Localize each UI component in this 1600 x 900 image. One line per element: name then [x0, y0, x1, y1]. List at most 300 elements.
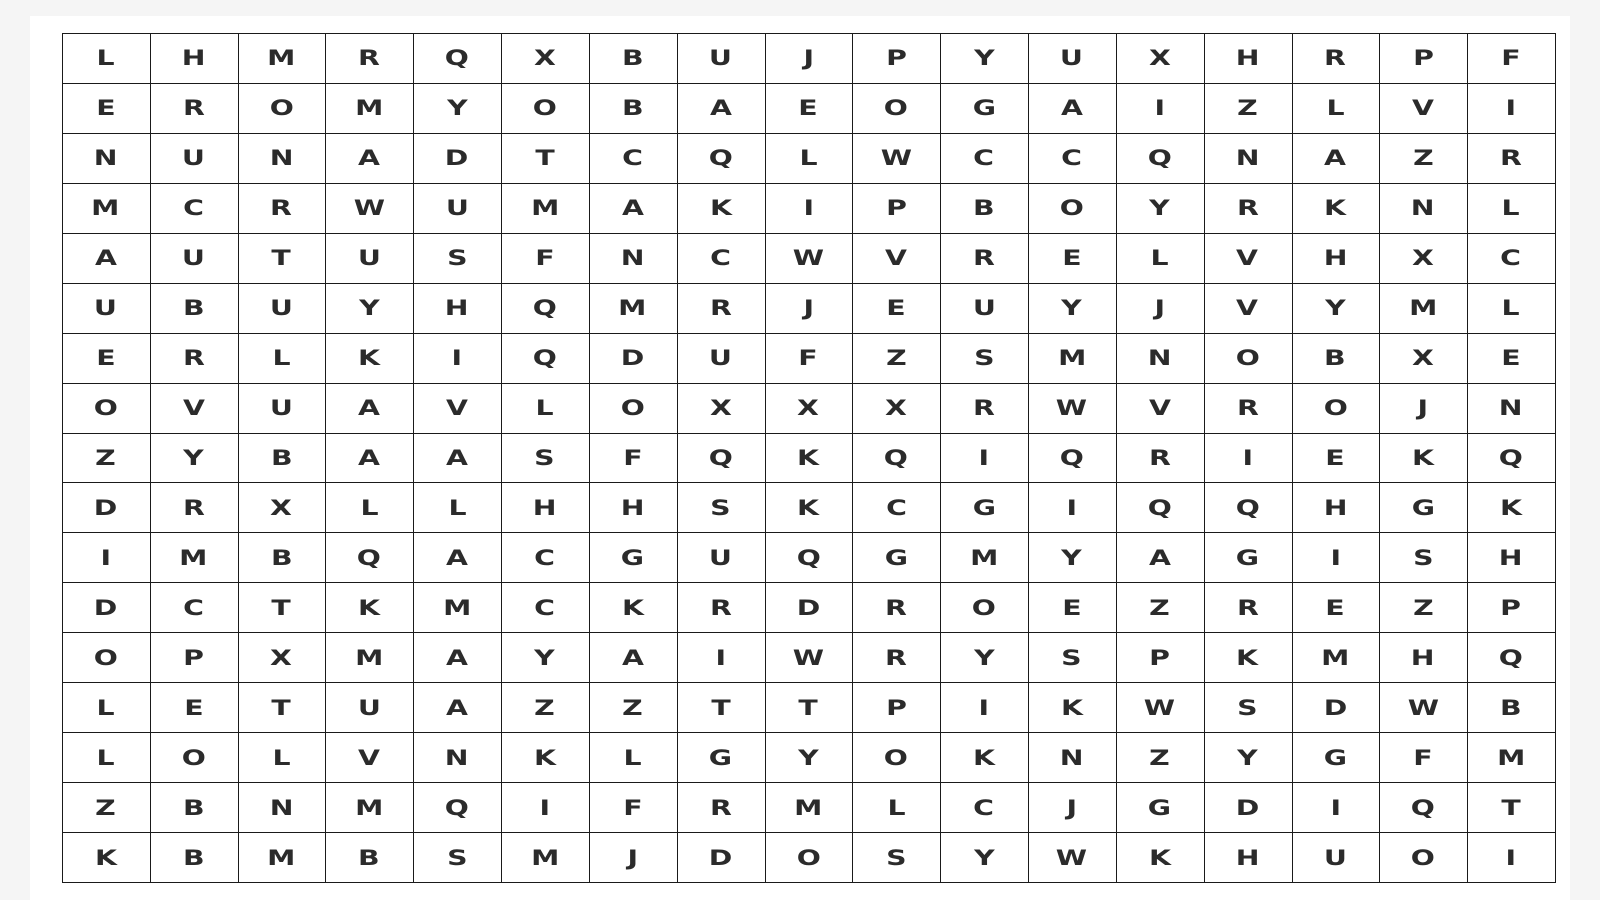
letter-cell[interactable]: [502, 783, 590, 833]
letter-cell[interactable]: [1029, 434, 1117, 484]
letter-cell[interactable]: [678, 483, 766, 533]
letter-cell[interactable]: [766, 184, 854, 234]
letter-cell[interactable]: [590, 733, 678, 783]
letter-cell[interactable]: [678, 84, 766, 134]
letter-cell[interactable]: [63, 184, 151, 234]
letter-cell[interactable]: [590, 483, 678, 533]
letter-cell[interactable]: [1468, 134, 1556, 184]
letter-cell[interactable]: [1117, 833, 1205, 883]
letter-cell[interactable]: [1380, 633, 1468, 683]
letter-cell[interactable]: [414, 34, 502, 84]
letter-cell[interactable]: [1468, 234, 1556, 284]
letter-cell[interactable]: [590, 34, 678, 84]
letter-cell[interactable]: [678, 833, 766, 883]
letter-cell[interactable]: [1117, 583, 1205, 633]
letter-cell[interactable]: [941, 384, 1029, 434]
letter-cell[interactable]: [1117, 483, 1205, 533]
letter-cell[interactable]: [326, 184, 414, 234]
letter-cell[interactable]: [502, 833, 590, 883]
letter-cell[interactable]: [326, 583, 414, 633]
letter-cell[interactable]: [151, 134, 239, 184]
letter-cell[interactable]: [1117, 533, 1205, 583]
letter-cell[interactable]: [1293, 434, 1381, 484]
letter-cell[interactable]: [63, 683, 151, 733]
letter-cell[interactable]: [1380, 583, 1468, 633]
letter-cell[interactable]: [151, 234, 239, 284]
letter-cell[interactable]: [678, 434, 766, 484]
letter-cell[interactable]: [326, 533, 414, 583]
letter-cell[interactable]: [151, 84, 239, 134]
letter-cell[interactable]: [1205, 533, 1293, 583]
letter-cell[interactable]: [502, 733, 590, 783]
letter-cell[interactable]: [590, 134, 678, 184]
letter-cell[interactable]: [1117, 783, 1205, 833]
letter-cell[interactable]: [63, 334, 151, 384]
letter: R: [1236, 396, 1260, 421]
letter-cell[interactable]: [853, 384, 941, 434]
letter-cell[interactable]: [239, 683, 327, 733]
letter-cell[interactable]: [63, 134, 151, 184]
letter-cell[interactable]: [1205, 34, 1293, 84]
letter-cell[interactable]: [326, 234, 414, 284]
letter-cell[interactable]: [326, 134, 414, 184]
letter-cell[interactable]: [414, 733, 502, 783]
letter-cell[interactable]: [239, 184, 327, 234]
letter: O: [269, 96, 295, 121]
letter-cell[interactable]: [151, 783, 239, 833]
letter-cell[interactable]: [766, 34, 854, 84]
letter-cell[interactable]: [590, 334, 678, 384]
letter-cell[interactable]: [1380, 34, 1468, 84]
letter-cell[interactable]: [1029, 783, 1117, 833]
letter-cell[interactable]: [941, 733, 1029, 783]
letter-cell[interactable]: [590, 234, 678, 284]
letter-cell[interactable]: [63, 633, 151, 683]
letter-cell[interactable]: [151, 334, 239, 384]
letter-cell[interactable]: [678, 134, 766, 184]
letter-cell[interactable]: [678, 783, 766, 833]
letter-cell[interactable]: [1117, 683, 1205, 733]
letter-cell[interactable]: [414, 483, 502, 533]
letter-cell[interactable]: [1029, 633, 1117, 683]
letter-cell[interactable]: [1468, 434, 1556, 484]
letter-cell[interactable]: [941, 434, 1029, 484]
letter-cell[interactable]: [1117, 633, 1205, 683]
letter-cell[interactable]: [1293, 583, 1381, 633]
letter-cell[interactable]: [590, 533, 678, 583]
letter-cell[interactable]: [941, 184, 1029, 234]
letter-cell[interactable]: [678, 583, 766, 633]
letter-cell[interactable]: [853, 583, 941, 633]
letter-cell[interactable]: [853, 733, 941, 783]
letter-cell[interactable]: [590, 84, 678, 134]
letter-cell[interactable]: [678, 633, 766, 683]
letter-cell[interactable]: [1293, 384, 1381, 434]
letter-cell[interactable]: [678, 284, 766, 334]
letter: Z: [95, 795, 118, 820]
letter-cell[interactable]: [1380, 184, 1468, 234]
letter: E: [96, 346, 117, 371]
letter-cell[interactable]: [941, 633, 1029, 683]
letter-cell[interactable]: [1468, 533, 1556, 583]
letter-cell[interactable]: [1205, 783, 1293, 833]
letter-cell[interactable]: [239, 533, 327, 583]
letter-cell[interactable]: [853, 234, 941, 284]
letter-cell[interactable]: [1029, 483, 1117, 533]
letter-cell[interactable]: [151, 434, 239, 484]
letter-cell[interactable]: [678, 533, 766, 583]
letter-cell[interactable]: [1205, 583, 1293, 633]
letter-cell[interactable]: [766, 384, 854, 434]
letter-cell[interactable]: [1293, 184, 1381, 234]
letter-cell[interactable]: [678, 384, 766, 434]
letter-cell[interactable]: [590, 683, 678, 733]
letter-cell[interactable]: [326, 434, 414, 484]
letter-cell[interactable]: [1293, 533, 1381, 583]
letter-cell[interactable]: [1029, 84, 1117, 134]
letter-cell[interactable]: [1117, 434, 1205, 484]
letter-cell[interactable]: [502, 583, 590, 633]
letter-cell[interactable]: [1380, 384, 1468, 434]
letter-cell[interactable]: [941, 84, 1029, 134]
letter-cell[interactable]: [239, 783, 327, 833]
letter-cell[interactable]: [766, 783, 854, 833]
letter-cell[interactable]: [1468, 583, 1556, 633]
letter-cell[interactable]: [1293, 134, 1381, 184]
letter-cell[interactable]: [239, 334, 327, 384]
letter-cell[interactable]: [853, 633, 941, 683]
letter-cell[interactable]: [1029, 184, 1117, 234]
letter-cell[interactable]: [1205, 384, 1293, 434]
letter-cell[interactable]: [766, 583, 854, 633]
letter-cell[interactable]: [63, 533, 151, 583]
letter-cell[interactable]: [766, 683, 854, 733]
letter-cell[interactable]: [1468, 783, 1556, 833]
letter-cell[interactable]: [502, 84, 590, 134]
letter-cell[interactable]: [326, 384, 414, 434]
letter-cell[interactable]: [326, 633, 414, 683]
letter-cell[interactable]: [1293, 483, 1381, 533]
letter-cell[interactable]: [1205, 134, 1293, 184]
letter-cell[interactable]: [414, 384, 502, 434]
letter-cell[interactable]: [1468, 833, 1556, 883]
letter: M: [179, 545, 210, 570]
letter-cell[interactable]: [414, 284, 502, 334]
letter-cell[interactable]: [151, 733, 239, 783]
letter-cell[interactable]: [1205, 683, 1293, 733]
letter-cell[interactable]: [853, 833, 941, 883]
letter-cell[interactable]: [941, 234, 1029, 284]
letter-cell[interactable]: [502, 633, 590, 683]
letter-cell[interactable]: [1029, 34, 1117, 84]
letter-cell[interactable]: [414, 583, 502, 633]
letter-cell[interactable]: [1468, 84, 1556, 134]
letter-cell[interactable]: [326, 833, 414, 883]
letter-cell[interactable]: [590, 434, 678, 484]
letter-cell[interactable]: [63, 783, 151, 833]
letter-cell[interactable]: [678, 234, 766, 284]
letter-cell[interactable]: [1293, 84, 1381, 134]
letter-cell[interactable]: [1380, 434, 1468, 484]
letter-cell[interactable]: [502, 234, 590, 284]
letter-cell[interactable]: [63, 583, 151, 633]
letter-cell[interactable]: [1293, 733, 1381, 783]
letter-cell[interactable]: [590, 833, 678, 883]
letter-cell[interactable]: [63, 833, 151, 883]
letter-cell[interactable]: [1117, 334, 1205, 384]
letter-cell[interactable]: [853, 284, 941, 334]
letter-cell[interactable]: [151, 633, 239, 683]
letter-cell[interactable]: [1117, 84, 1205, 134]
letter-cell[interactable]: [414, 833, 502, 883]
letter-cell[interactable]: [151, 384, 239, 434]
letter-cell[interactable]: [1029, 134, 1117, 184]
letter: B: [973, 196, 997, 221]
letter-cell[interactable]: [853, 134, 941, 184]
letter-cell[interactable]: [1468, 384, 1556, 434]
letter-cell[interactable]: [326, 84, 414, 134]
letter-cell[interactable]: [766, 84, 854, 134]
letter-cell[interactable]: [1380, 334, 1468, 384]
letter-cell[interactable]: [1205, 84, 1293, 134]
letter-cell[interactable]: [853, 533, 941, 583]
letter-cell[interactable]: [853, 783, 941, 833]
letter-cell[interactable]: [1293, 334, 1381, 384]
letter-cell[interactable]: [414, 533, 502, 583]
letter-cell[interactable]: [853, 434, 941, 484]
letter-cell[interactable]: [414, 234, 502, 284]
letter-cell[interactable]: [326, 483, 414, 533]
letter-cell[interactable]: [1029, 583, 1117, 633]
letter-cell[interactable]: [1468, 284, 1556, 334]
letter-cell[interactable]: [1205, 284, 1293, 334]
letter-cell[interactable]: [151, 583, 239, 633]
letter-cell[interactable]: [766, 434, 854, 484]
letter-cell[interactable]: [414, 783, 502, 833]
letter-cell[interactable]: [1117, 384, 1205, 434]
letter-cell[interactable]: [502, 483, 590, 533]
letter-cell[interactable]: [1029, 833, 1117, 883]
letter-cell[interactable]: [1468, 633, 1556, 683]
letter-cell[interactable]: [239, 134, 327, 184]
letter-cell[interactable]: [853, 84, 941, 134]
letter-cell[interactable]: [502, 284, 590, 334]
letter-cell[interactable]: [678, 34, 766, 84]
letter-cell[interactable]: [1293, 284, 1381, 334]
letter-cell[interactable]: [1029, 334, 1117, 384]
letter-cell[interactable]: [853, 184, 941, 234]
letter-cell[interactable]: [1205, 334, 1293, 384]
letter-cell[interactable]: [941, 833, 1029, 883]
letter: K: [1324, 196, 1348, 221]
letter-cell[interactable]: [678, 683, 766, 733]
letter-cell[interactable]: [63, 234, 151, 284]
letter-cell[interactable]: [1117, 234, 1205, 284]
letter-cell[interactable]: [1029, 683, 1117, 733]
letter-cell[interactable]: [1293, 783, 1381, 833]
letter-cell[interactable]: [326, 34, 414, 84]
letter-cell[interactable]: [766, 833, 854, 883]
letter: L: [535, 396, 556, 421]
letter-cell[interactable]: [502, 384, 590, 434]
letter-cell[interactable]: [1293, 683, 1381, 733]
letter-cell[interactable]: [1029, 284, 1117, 334]
letter-cell[interactable]: [766, 533, 854, 583]
letter-cell[interactable]: [414, 134, 502, 184]
letter-cell[interactable]: [766, 234, 854, 284]
letter-cell[interactable]: [239, 833, 327, 883]
letter-cell[interactable]: [151, 533, 239, 583]
letter-cell[interactable]: [1468, 34, 1556, 84]
letter-cell[interactable]: [502, 34, 590, 84]
letter-cell[interactable]: [502, 184, 590, 234]
letter-cell[interactable]: [239, 384, 327, 434]
letter-cell[interactable]: [1380, 234, 1468, 284]
letter-cell[interactable]: [1205, 234, 1293, 284]
letter-cell[interactable]: [590, 284, 678, 334]
letter-cell[interactable]: [63, 483, 151, 533]
letter-cell[interactable]: [1380, 533, 1468, 583]
letter-cell[interactable]: [63, 434, 151, 484]
letter-cell[interactable]: [502, 134, 590, 184]
letter-cell[interactable]: [239, 434, 327, 484]
letter-cell[interactable]: [1468, 683, 1556, 733]
letter-cell[interactable]: [590, 583, 678, 633]
letter-cell[interactable]: [502, 533, 590, 583]
letter-cell[interactable]: [151, 284, 239, 334]
letter-cell[interactable]: [239, 483, 327, 533]
letter-cell[interactable]: [151, 833, 239, 883]
letter-cell[interactable]: [239, 84, 327, 134]
letter-cell[interactable]: [1117, 733, 1205, 783]
letter-cell[interactable]: [63, 384, 151, 434]
letter-cell[interactable]: [590, 184, 678, 234]
letter-cell[interactable]: [678, 733, 766, 783]
letter-cell[interactable]: [1380, 833, 1468, 883]
letter-cell[interactable]: [326, 783, 414, 833]
letter-cell[interactable]: [941, 34, 1029, 84]
letter-cell[interactable]: [239, 583, 327, 633]
letter-cell[interactable]: [239, 284, 327, 334]
letter-cell[interactable]: [151, 683, 239, 733]
letter-cell[interactable]: [414, 683, 502, 733]
letter-cell[interactable]: [502, 434, 590, 484]
letter-cell[interactable]: [678, 184, 766, 234]
letter-cell[interactable]: [502, 334, 590, 384]
letter-cell[interactable]: [766, 733, 854, 783]
letter-cell[interactable]: [414, 434, 502, 484]
letter-cell[interactable]: [941, 284, 1029, 334]
letter-cell[interactable]: [766, 483, 854, 533]
letter-cell[interactable]: [1029, 384, 1117, 434]
letter-cell[interactable]: [1380, 284, 1468, 334]
letter-cell[interactable]: [1029, 533, 1117, 583]
letter-cell[interactable]: [1117, 184, 1205, 234]
letter-cell[interactable]: [1293, 34, 1381, 84]
letter-cell[interactable]: [1468, 334, 1556, 384]
letter-cell[interactable]: [63, 284, 151, 334]
letter-cell[interactable]: [502, 683, 590, 733]
letter-cell[interactable]: [590, 633, 678, 683]
letter-cell[interactable]: [853, 334, 941, 384]
letter: G: [1235, 545, 1261, 570]
letter-cell[interactable]: [326, 733, 414, 783]
letter-cell[interactable]: [239, 633, 327, 683]
letter-cell[interactable]: [853, 683, 941, 733]
letter: Z: [622, 695, 645, 720]
letter-cell[interactable]: [1468, 483, 1556, 533]
letter-cell[interactable]: [151, 483, 239, 533]
letter-cell[interactable]: [414, 84, 502, 134]
letter-cell[interactable]: [941, 583, 1029, 633]
letter-cell[interactable]: [326, 334, 414, 384]
letter-cell[interactable]: [941, 683, 1029, 733]
letter-cell[interactable]: [326, 683, 414, 733]
letter-cell[interactable]: [326, 284, 414, 334]
letter-cell[interactable]: [1468, 184, 1556, 234]
letter-cell[interactable]: [853, 34, 941, 84]
letter-cell[interactable]: [1380, 783, 1468, 833]
letter-cell[interactable]: [853, 483, 941, 533]
letter-cell[interactable]: [766, 633, 854, 683]
letter-cell[interactable]: [239, 234, 327, 284]
letter-cell[interactable]: [1380, 483, 1468, 533]
letter-cell[interactable]: [1205, 633, 1293, 683]
letter-cell[interactable]: [239, 34, 327, 84]
letter-cell[interactable]: [1380, 733, 1468, 783]
letter-cell[interactable]: [63, 34, 151, 84]
letter-cell[interactable]: [766, 284, 854, 334]
letter-cell[interactable]: [1029, 733, 1117, 783]
letter-cell[interactable]: [1380, 134, 1468, 184]
letter-cell[interactable]: [1205, 483, 1293, 533]
letter-cell[interactable]: [414, 633, 502, 683]
letter-cell[interactable]: [1029, 234, 1117, 284]
letter-cell[interactable]: [1117, 134, 1205, 184]
letter-cell[interactable]: [1117, 284, 1205, 334]
letter-cell[interactable]: [1468, 733, 1556, 783]
letter-cell[interactable]: [1380, 683, 1468, 733]
letter-cell[interactable]: [1205, 184, 1293, 234]
letter-cell[interactable]: [1293, 833, 1381, 883]
letter-cell[interactable]: [590, 384, 678, 434]
letter-cell[interactable]: [151, 34, 239, 84]
letter-cell[interactable]: [1293, 234, 1381, 284]
letter-cell[interactable]: [1205, 733, 1293, 783]
letter-cell[interactable]: [239, 733, 327, 783]
letter: Z: [1412, 146, 1435, 171]
letter-cell[interactable]: [941, 483, 1029, 533]
letter-cell[interactable]: [766, 134, 854, 184]
letter-cell[interactable]: [1205, 434, 1293, 484]
letter-cell[interactable]: [1117, 34, 1205, 84]
letter-cell[interactable]: [1293, 633, 1381, 683]
letter-cell[interactable]: [63, 84, 151, 134]
letter-cell[interactable]: [1205, 833, 1293, 883]
letter-cell[interactable]: [414, 334, 502, 384]
letter-cell[interactable]: [941, 334, 1029, 384]
letter-cell[interactable]: [590, 783, 678, 833]
letter-cell[interactable]: [414, 184, 502, 234]
letter-cell[interactable]: [151, 184, 239, 234]
letter-cell[interactable]: [941, 783, 1029, 833]
letter-cell[interactable]: [678, 334, 766, 384]
letter-cell[interactable]: [941, 533, 1029, 583]
letter-cell[interactable]: [941, 134, 1029, 184]
letter-cell[interactable]: [766, 334, 854, 384]
letter-cell[interactable]: [1380, 84, 1468, 134]
letter-cell[interactable]: [63, 733, 151, 783]
